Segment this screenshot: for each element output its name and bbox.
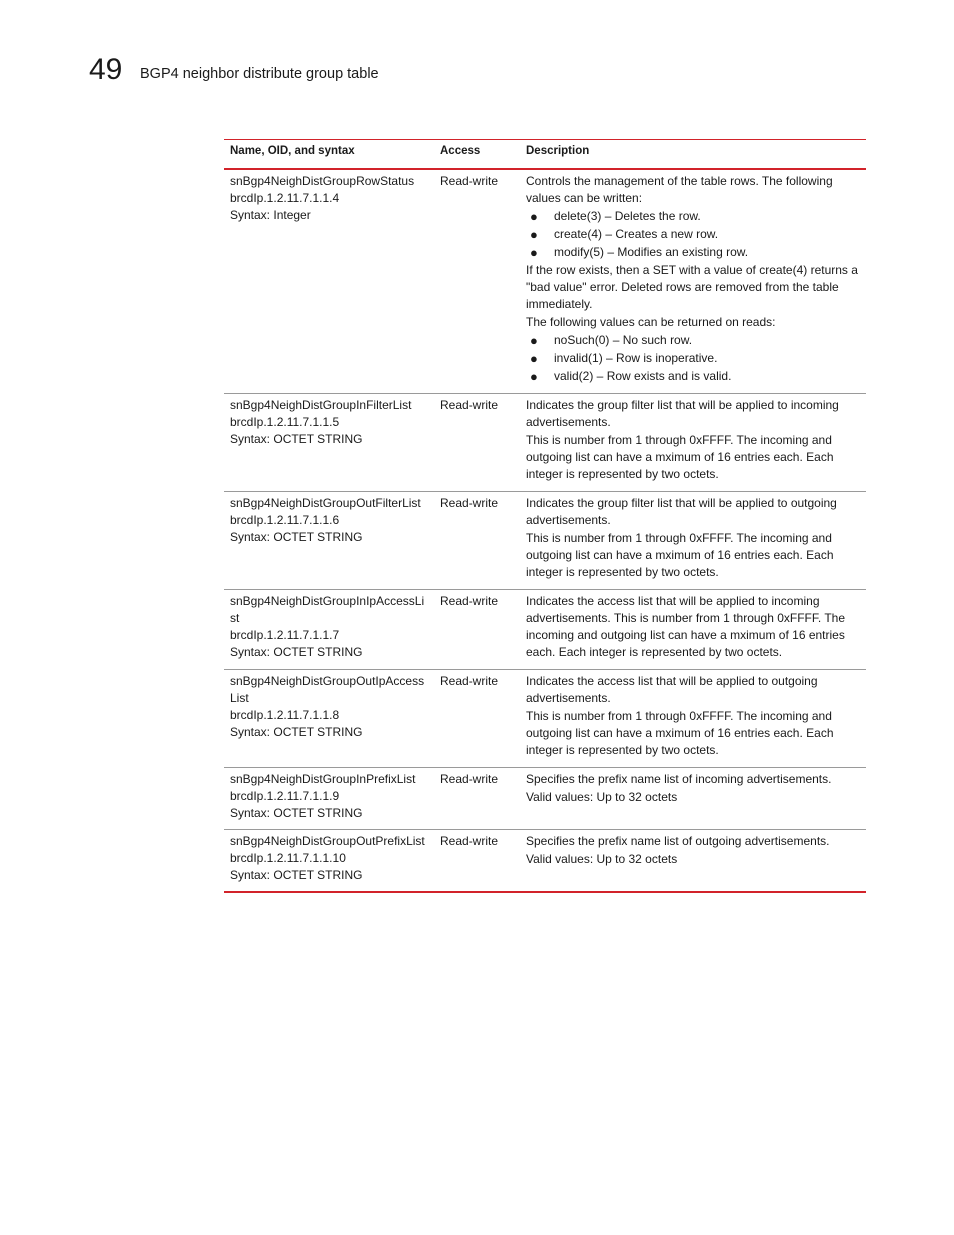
description-text: This is number from 1 through 0xFFFF. The incoming and outgoing list can have a mximum of 16 entries each. Each integer is represented by two octets. <box>526 709 834 757</box>
name-oid-syntax-cell <box>224 830 434 893</box>
description-text: Indicates the access list that will be applied to outgoing advertisements. <box>526 674 818 705</box>
table-row <box>224 492 866 590</box>
table-row <box>224 768 866 830</box>
name-oid-syntax-cell <box>224 590 434 670</box>
object-syntax: Syntax: Integer <box>230 208 311 222</box>
description-text: Specifies the prefix name list of outgoing advertisements. <box>526 834 830 848</box>
access-cell: Read-write <box>440 834 499 848</box>
chapter-number: 49 <box>89 53 123 86</box>
description-text: This is number from 1 through 0xFFFF. The incoming and outgoing list can have a mximum of 16 entries each. Each integer is represented by two octets. <box>526 433 834 481</box>
name-oid-syntax-cell <box>224 670 434 768</box>
object-oid: brcdIp.1.2.11.7.1.1.4 <box>230 191 340 205</box>
description-text: Controls the management of the table rows. The following values can be written: <box>526 174 833 205</box>
object-name: snBgp4NeighDistGroupInIpAccessList <box>230 594 425 625</box>
description-text: Specifies the prefix name list of incoming advertisements. <box>526 772 832 786</box>
list-item: ● delete(3) – Deletes the row. <box>530 209 701 224</box>
object-name: snBgp4NeighDistGroupOutIpAccessList <box>230 674 425 705</box>
bullet-icon: ● <box>530 209 538 224</box>
table-row <box>224 830 866 893</box>
object-syntax: Syntax: OCTET STRING <box>230 868 363 882</box>
table-row <box>224 169 866 394</box>
description-cell <box>520 830 866 893</box>
object-syntax: Syntax: OCTET STRING <box>230 806 363 820</box>
list-item: ● noSuch(0) – No such row. <box>530 333 693 348</box>
description-text: Indicates the group filter list that will be applied to incoming advertisements. <box>526 398 839 429</box>
object-syntax: Syntax: OCTET STRING <box>230 530 363 544</box>
bullet-icon: ● <box>530 351 538 366</box>
object-syntax: Syntax: OCTET STRING <box>230 725 363 739</box>
column-header-access: Access <box>440 145 481 157</box>
object-oid: brcdIp.1.2.11.7.1.1.6 <box>230 513 340 527</box>
object-name: snBgp4NeighDistGroupOutPrefixList <box>230 834 425 848</box>
name-oid-syntax-cell <box>224 492 434 590</box>
object-oid: brcdIp.1.2.11.7.1.1.10 <box>230 851 346 865</box>
value-list <box>526 208 860 261</box>
access-cell: Read-write <box>440 174 499 188</box>
description-cell <box>520 768 866 830</box>
list-item: ● invalid(1) – Row is inoperative. <box>530 351 718 366</box>
access-cell: Read-write <box>440 674 499 688</box>
description-cell <box>520 394 866 492</box>
name-oid-syntax-cell <box>224 169 434 394</box>
column-header-name: Name, OID, and syntax <box>230 145 355 157</box>
object-name: snBgp4NeighDistGroupInPrefixList <box>230 772 416 786</box>
description-cell <box>520 670 866 768</box>
description-text: Indicates the access list that will be applied to incoming advertisements. This is number from 1 through 0xFFFF. The incoming and outgoing list can have a mximum of 16 entries each. Each integer is represented by two octets. <box>526 594 846 659</box>
description-text: This is number from 1 through 0xFFFF. The incoming and outgoing list can have a mximum of 16 entries each. Each integer is represented by two octets. <box>526 531 834 579</box>
description-text: If the row exists, then a SET with a value of create(4) returns a "bad value" error. Deleted rows are removed from the table immediately. <box>526 263 858 311</box>
table-row <box>224 670 866 768</box>
access-cell: Read-write <box>440 594 499 608</box>
object-name: snBgp4NeighDistGroupInFilterList <box>230 398 412 412</box>
bullet-icon: ● <box>530 245 538 260</box>
object-oid: brcdIp.1.2.11.7.1.1.5 <box>230 415 340 429</box>
table-row <box>224 590 866 670</box>
description-text: The following values can be returned on reads: <box>526 315 776 329</box>
access-cell: Read-write <box>440 398 499 412</box>
bullet-icon: ● <box>530 369 538 384</box>
description-text: Indicates the group filter list that will be applied to outgoing advertisements. <box>526 496 837 527</box>
object-syntax: Syntax: OCTET STRING <box>230 645 363 659</box>
description-cell <box>520 169 866 394</box>
name-oid-syntax-cell <box>224 768 434 830</box>
list-item: ● create(4) – Creates a new row. <box>530 227 719 242</box>
object-syntax: Syntax: OCTET STRING <box>230 432 363 446</box>
bullet-icon: ● <box>530 227 538 242</box>
list-item: ● valid(2) – Row exists and is valid. <box>530 369 732 384</box>
mib-object-table <box>224 139 866 893</box>
table-header-row <box>224 140 866 170</box>
object-oid: brcdIp.1.2.11.7.1.1.8 <box>230 708 340 722</box>
description-cell <box>520 590 866 670</box>
name-oid-syntax-cell <box>224 394 434 492</box>
description-text: Valid values: Up to 32 octets <box>526 790 678 804</box>
object-oid: brcdIp.1.2.11.7.1.1.7 <box>230 628 340 642</box>
value-list <box>526 332 860 385</box>
description-text: Valid values: Up to 32 octets <box>526 852 678 866</box>
description-cell <box>520 492 866 590</box>
bullet-icon: ● <box>530 333 538 348</box>
column-header-description: Description <box>526 145 590 157</box>
list-item: ● modify(5) – Modifies an existing row. <box>530 245 749 260</box>
object-oid: brcdIp.1.2.11.7.1.1.9 <box>230 789 340 803</box>
table-row <box>224 394 866 492</box>
access-cell: Read-write <box>440 496 499 510</box>
object-name: snBgp4NeighDistGroupRowStatus <box>230 174 415 188</box>
object-name: snBgp4NeighDistGroupOutFilterList <box>230 496 421 510</box>
access-cell: Read-write <box>440 772 499 786</box>
chapter-title: BGP4 neighbor distribute group table <box>140 66 379 82</box>
